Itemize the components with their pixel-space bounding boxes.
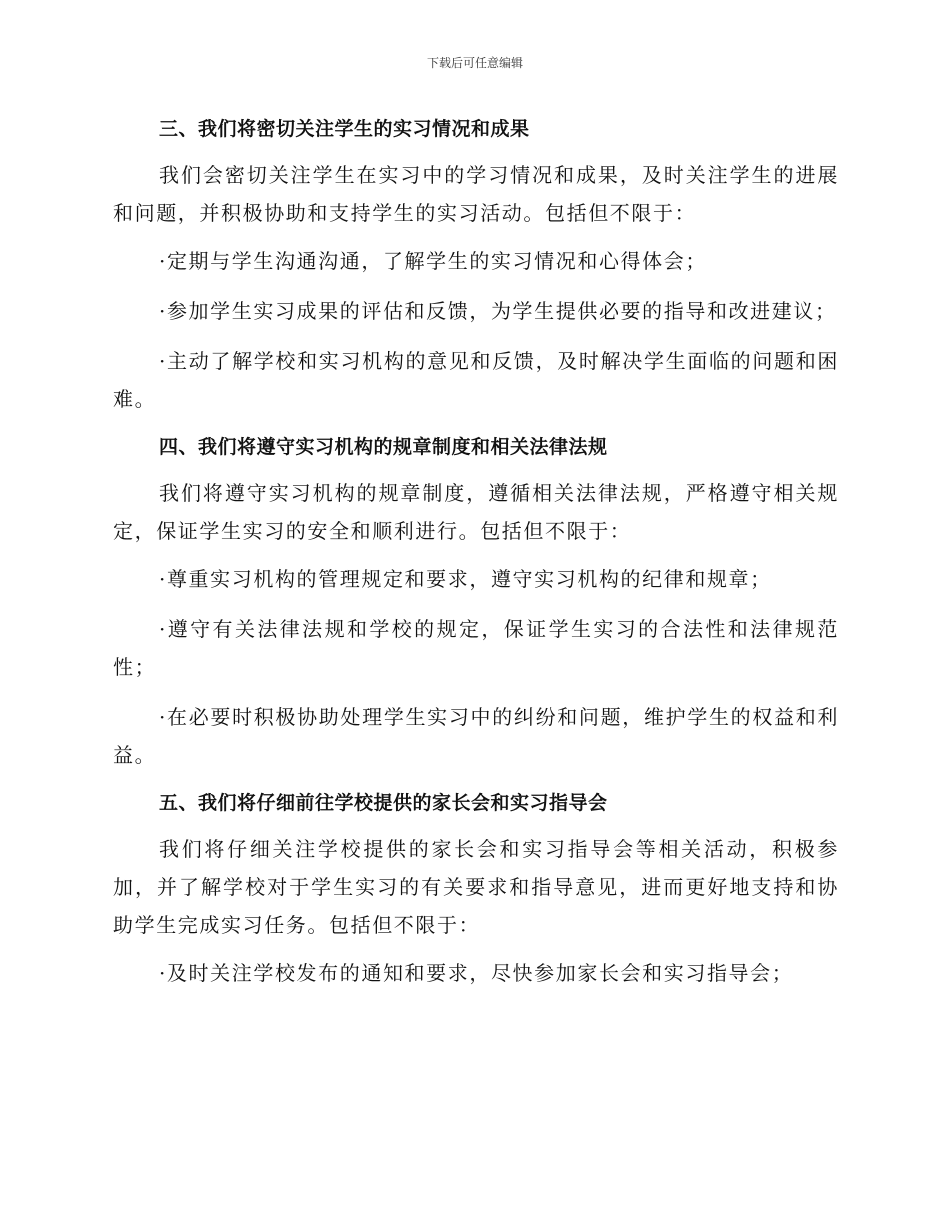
- section-4: [113, 432, 839, 774]
- section-5: [113, 788, 839, 992]
- section-heading: 三、我们将密切关注学生的实习情况和成果: [159, 118, 530, 140]
- section-heading: 四、我们将遵守实习机构的规章制度和相关法律法规: [159, 436, 608, 458]
- list-item: ·定期与学生沟通沟通，了解学生的实习情况和心得体会；: [159, 249, 707, 273]
- list-item: ·在必要时积极协助处理学生实习中的纠纷和问题，维护学生的权益和利益。: [113, 705, 839, 767]
- section-intro: 我们会密切关注学生在实习中的学习情况和成果，及时关注学生的进展和问题，并积极协助和支持学生的实习活动。包括但不限于：: [113, 163, 839, 225]
- page-header-note: 下载后可任意编辑: [426, 56, 523, 70]
- list-item: ·及时关注学校发布的通知和要求，尽快参加家长会和实习指导会；: [159, 961, 794, 985]
- list-item: ·尊重实习机构的管理规定和要求，遵守实习机构的纪律和规章；: [159, 567, 772, 591]
- section-heading: 五、我们将仔细前往学校提供的家长会和实习指导会: [159, 792, 608, 814]
- list-item: ·参加学生实习成果的评估和反馈，为学生提供必要的指导和改进建议；: [159, 299, 837, 323]
- section-3: [113, 114, 839, 418]
- list-item: ·主动了解学校和实习机构的意见和反馈，及时解决学生面临的问题和困难。: [113, 349, 839, 411]
- section-intro: 我们将遵守实习机构的规章制度，遵循相关法律法规，严格遵守相关规定，保证学生实习的安全和顺利进行。包括但不限于：: [113, 481, 839, 543]
- list-item: ·遵守有关法律法规和学校的规定，保证学生实习的合法性和法律规范性；: [113, 617, 839, 679]
- section-intro: 我们将仔细关注学校提供的家长会和实习指导会等相关活动，积极参加，并了解学校对于学生实习的有关要求和指导意见，进而更好地支持和协助学生完成实习任务。包括但不限于：: [113, 837, 839, 937]
- document-body: [113, 100, 839, 1004]
